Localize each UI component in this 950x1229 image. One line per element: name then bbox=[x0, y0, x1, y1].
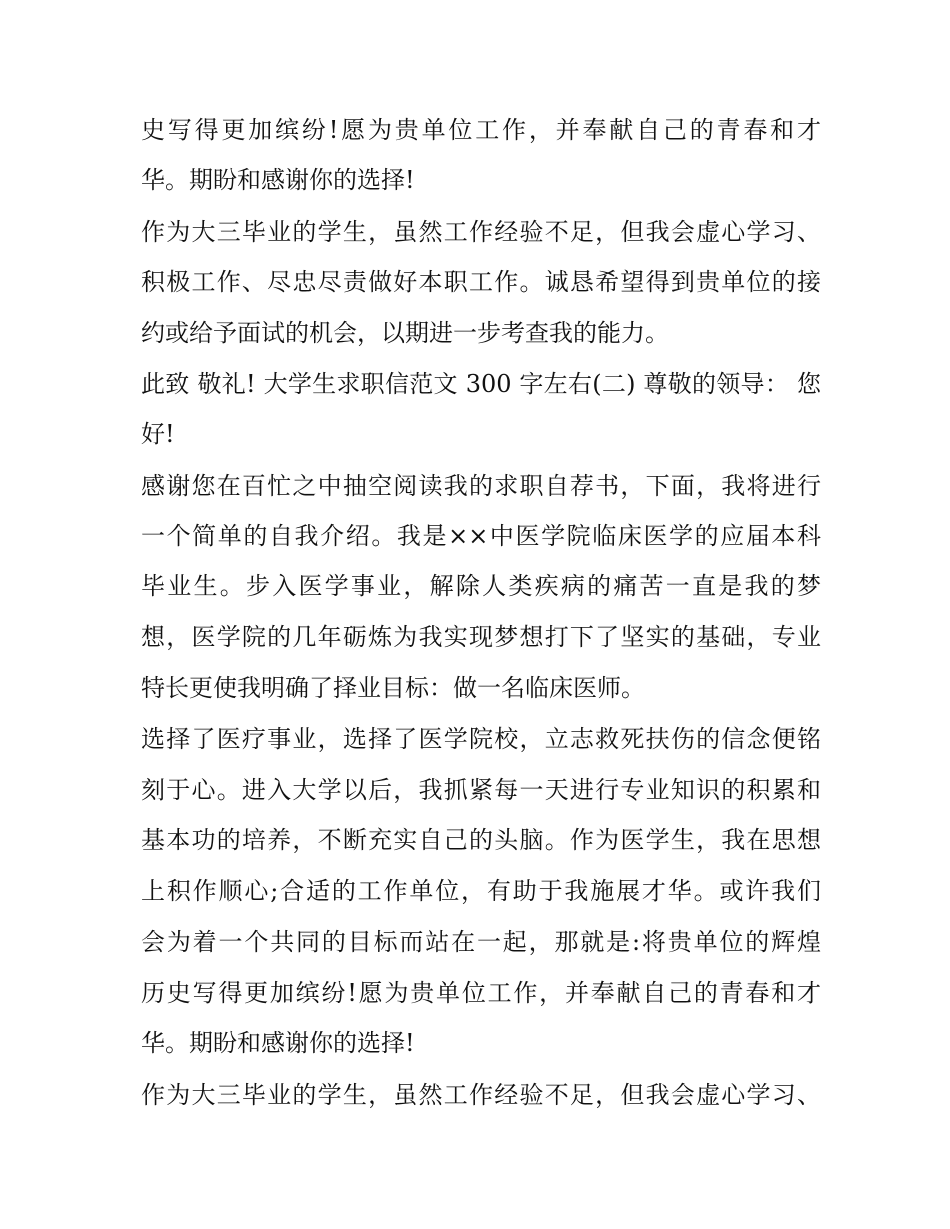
text-line: 作为大三毕业的学生，虽然工作经验不足，但我会虚心学习、 bbox=[141, 218, 821, 246]
text-line: 刻于心。进入大学以后，我抓紧每一天进行专业知识的积累和 bbox=[141, 776, 821, 804]
text-line: 一个简单的自我介绍。我是××中医学院临床医学的应届本科 bbox=[141, 522, 821, 550]
text-line: 会为着一个共同的目标而站在一起，那就是:将贵单位的辉煌 bbox=[141, 928, 821, 956]
text-line: 华。期盼和感谢你的选择! bbox=[141, 166, 415, 194]
text-line: 积极工作、尽忠尽责做好本职工作。诚恳希望得到贵单位的接 bbox=[141, 268, 821, 296]
text-line: 想，医学院的几年砺炼为我实现梦想打下了坚实的基础，专业 bbox=[141, 623, 821, 651]
text-line: 此致 敬礼! 大学生求职信范文 300 字左右(二) 尊敬的领导： 您 bbox=[141, 370, 821, 398]
text-line: 基本功的培养，不断充实自己的头脑。作为医学生，我在思想 bbox=[141, 826, 821, 854]
text-line: 华。期盼和感谢你的选择! bbox=[141, 1029, 415, 1057]
text-line: 上积作顺心;合适的工作单位，有助于我施展才华。或许我们 bbox=[141, 877, 821, 905]
text-line: 毕业生。步入医学事业，解除人类疾病的痛苦一直是我的梦 bbox=[141, 572, 821, 600]
text-line: 感谢您在百忙之中抽空阅读我的求职自荐书，下面，我将进行 bbox=[141, 472, 821, 500]
text-line: 史写得更加缤纷!愿为贵单位工作，并奉献自己的青春和才 bbox=[141, 116, 821, 144]
text-line: 作为大三毕业的学生，虽然工作经验不足，但我会虚心学习、 bbox=[141, 1081, 821, 1109]
text-line: 好! bbox=[141, 420, 175, 448]
text-line: 约或给予面试的机会，以期进一步考查我的能力。 bbox=[141, 319, 669, 347]
text-line: 特长更使我明确了择业目标：做一名临床医师。 bbox=[141, 674, 645, 702]
text-line: 选择了医疗事业，选择了医学院校，立志救死扶伤的信念便铭 bbox=[141, 725, 821, 753]
text-line: 历史写得更加缤纷!愿为贵单位工作，并奉献自己的青春和才 bbox=[141, 979, 821, 1007]
